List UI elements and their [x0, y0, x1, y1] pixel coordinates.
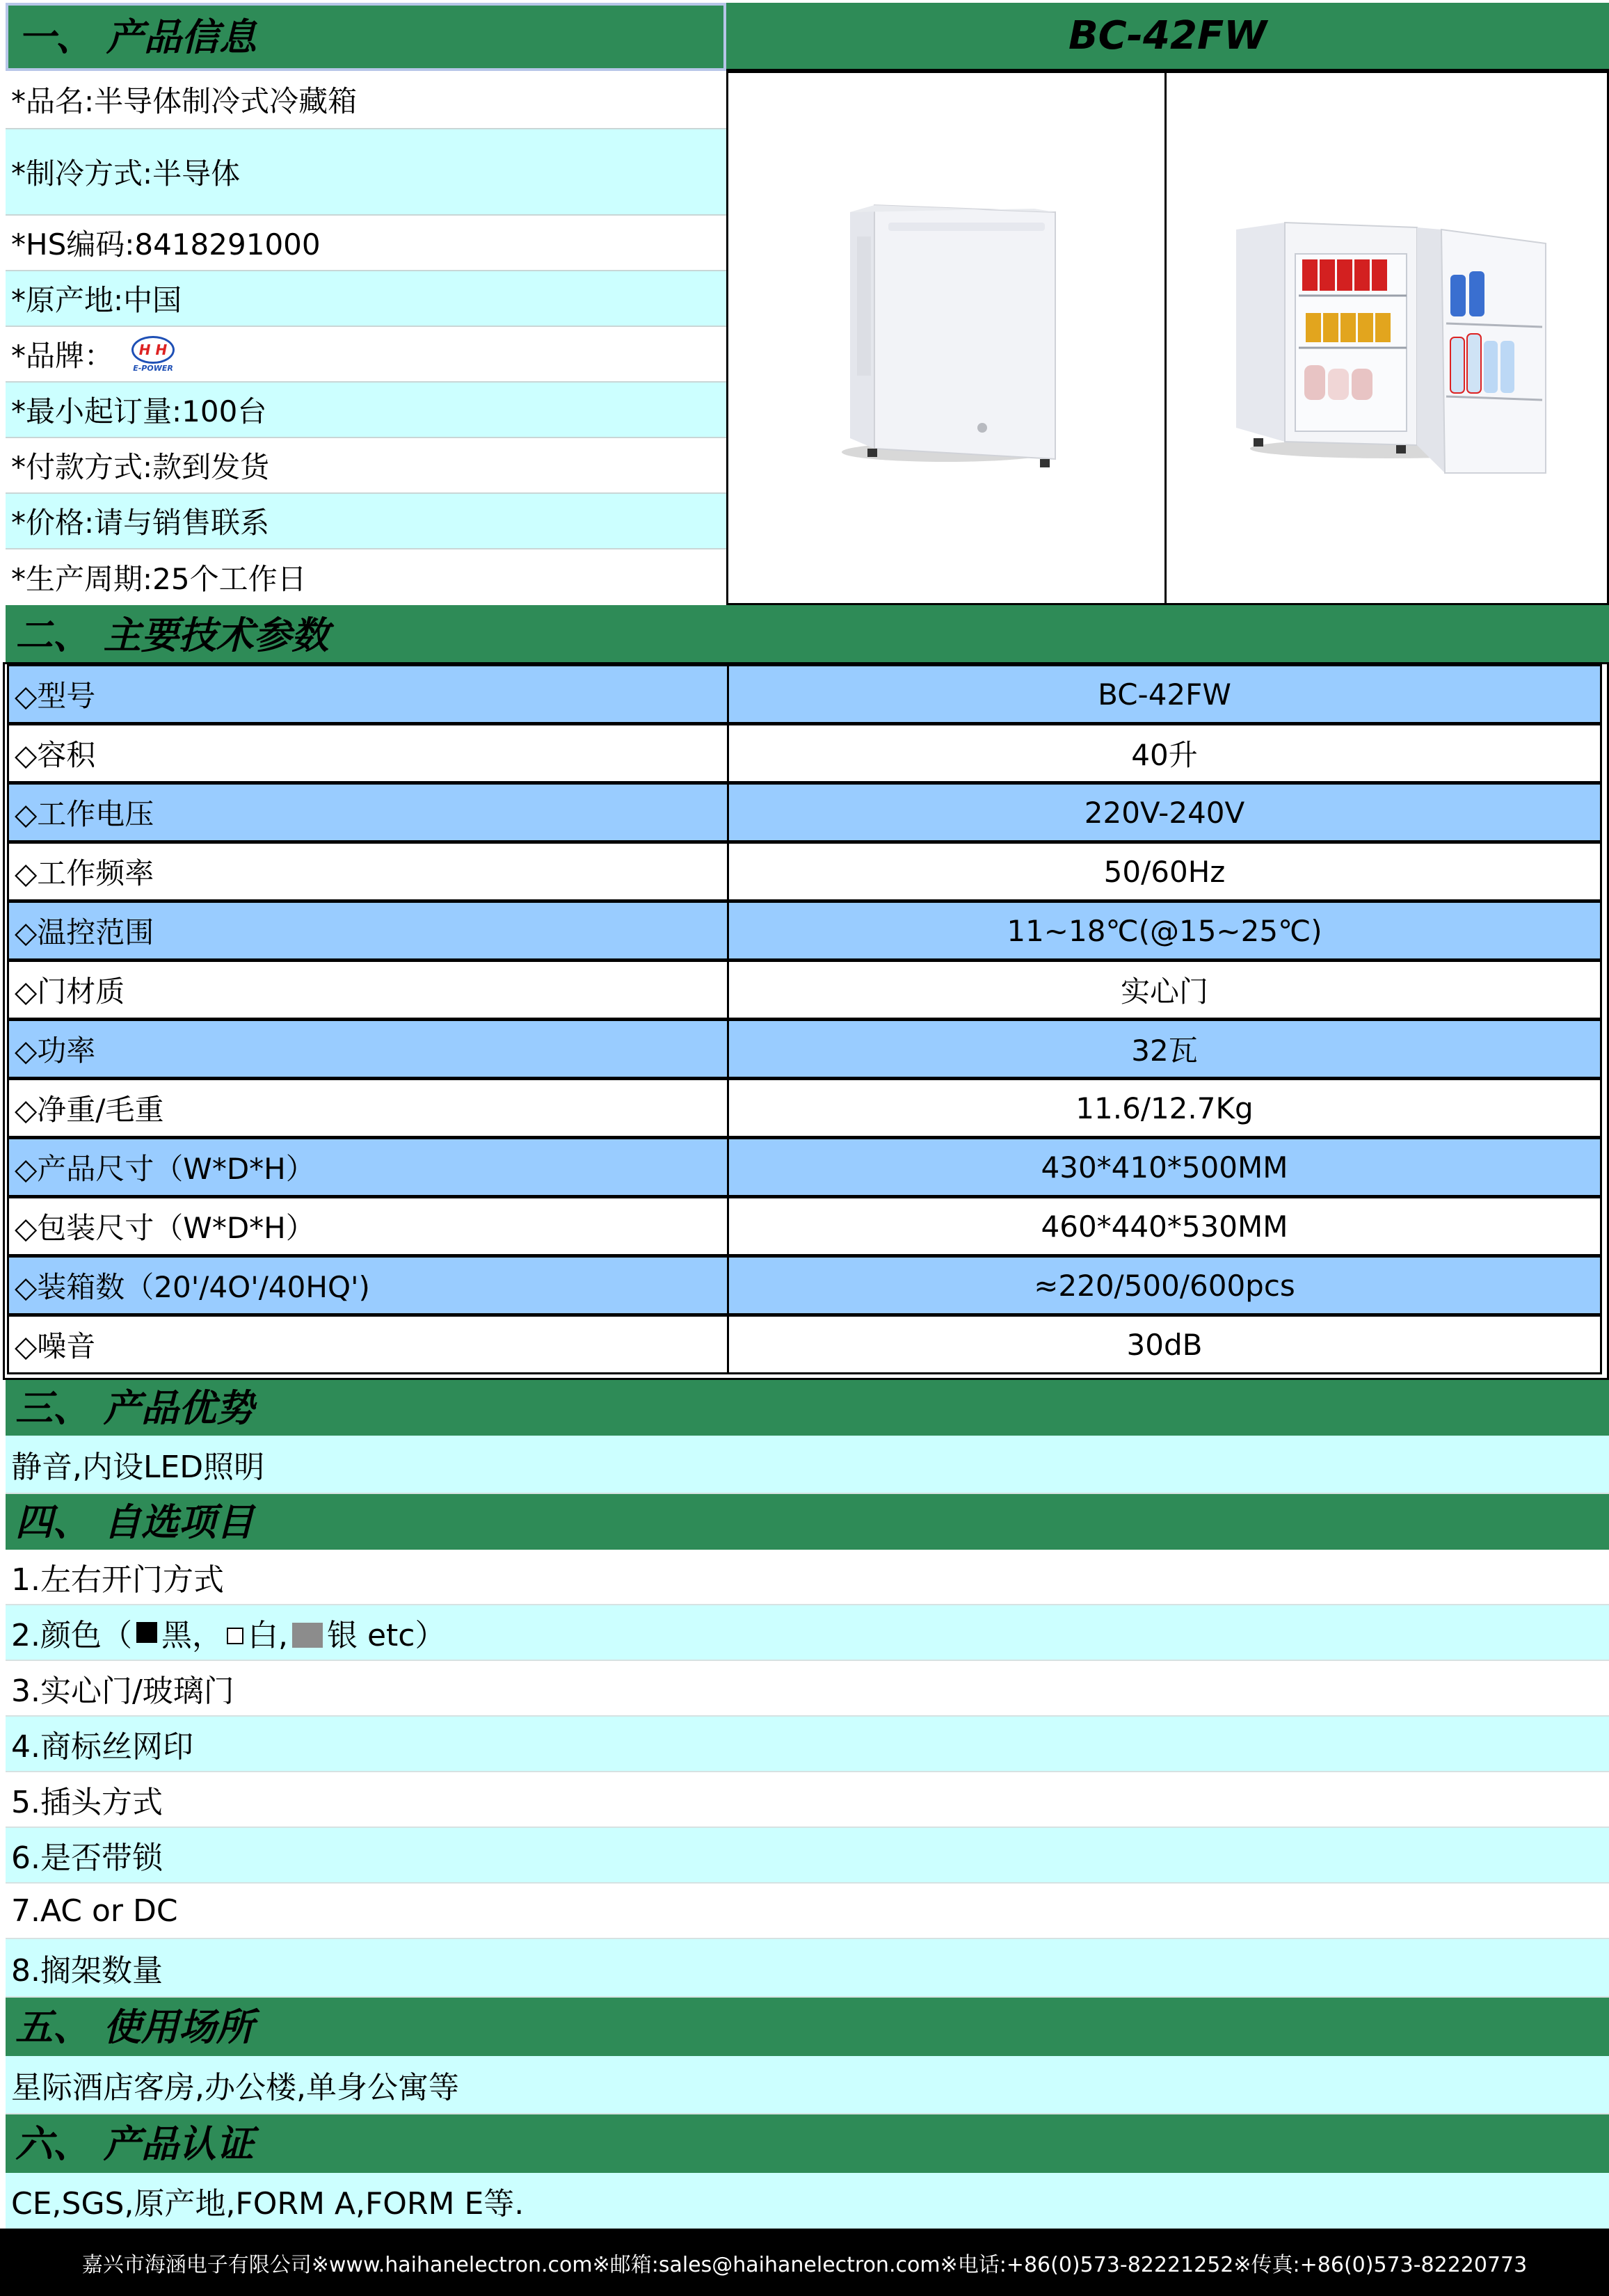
option-item-color: 2.颜色（ 黑， 白, 银 etc）	[6, 1605, 1609, 1661]
white-swatch-icon	[227, 1628, 243, 1644]
spec-row-frequency: ◇工作频率 50/60Hz	[7, 842, 1602, 901]
advantages-text: 静音,内设LED照明	[6, 1436, 1609, 1494]
option-item-power-type: 7.AC or DC	[6, 1884, 1609, 1939]
option-item-shelf-count: 8.搁架数量	[6, 1939, 1609, 1998]
bottles	[1304, 365, 1372, 400]
spec-row-voltage: ◇工作电压 220V-240V	[7, 782, 1602, 842]
fridge-open-image	[1167, 73, 1607, 603]
option-item-door-type: 3.实心门/玻璃门	[6, 1661, 1609, 1717]
section3-header-bar	[6, 1380, 1609, 1436]
option-item-plug: 5.插头方式	[6, 1772, 1609, 1828]
silver-swatch-icon	[292, 1623, 323, 1648]
certification-text: CE,SGS,原产地,FORM A,FORM E等.	[6, 2173, 1609, 2229]
black-swatch-icon	[136, 1622, 157, 1643]
section2-header-bar	[6, 605, 1609, 665]
info-row-name: *品名:半导体制冷式冷藏箱	[6, 71, 726, 129]
spec-row-container-qty: ◇装箱数（20'/4O'/40HQ') ≈220/500/600pcs	[7, 1255, 1602, 1315]
spec-row-product-size: ◇产品尺寸（W*D*H） 430*410*500MM	[7, 1137, 1602, 1197]
info-row-cooling: *制冷方式:半导体	[6, 129, 726, 216]
section4-title: 四、 自选项目	[15, 1500, 254, 1544]
spec-row-package-size: ◇包装尺寸（W*D*H） 460*440*530MM	[7, 1196, 1602, 1256]
section1-header-bar	[6, 3, 726, 71]
cola-cans	[1302, 259, 1387, 291]
section3-title: 三、 产品优势	[15, 1386, 254, 1430]
info-row-price: *价格:请与销售联系	[6, 494, 726, 549]
section6-header-bar	[6, 2114, 1609, 2173]
section5-title: 五、 使用场所	[15, 2005, 254, 2049]
section6-title: 六、 产品认证	[15, 2121, 254, 2166]
info-row-lead-time: *生产周期:25个工作日	[6, 549, 726, 605]
info-row-moq: *最小起订量:100台	[6, 383, 726, 438]
brand-logo-sub: E-POWER	[133, 363, 173, 373]
yellow-cans	[1306, 313, 1391, 342]
option-item-door-direction: 1.左右开门方式	[6, 1550, 1609, 1605]
option-item-lock: 6.是否带锁	[6, 1828, 1609, 1884]
spec-row-volume: ◇容积 40升	[7, 723, 1602, 783]
model-header: BC-42FW	[1068, 13, 1267, 58]
info-row-payment: *付款方式:款到发货	[6, 438, 726, 494]
usage-places-text: 星际酒店客房,办公楼,单身公寓等	[6, 2056, 1609, 2114]
product-image-panel-open	[1167, 71, 1609, 605]
model-header-bar	[726, 3, 1609, 71]
spec-row-model: ◇型号 BC-42FW	[7, 664, 1602, 724]
fridge-closed-image	[728, 73, 1164, 603]
footer-bar	[0, 2229, 1609, 2296]
info-row-origin: *原产地:中国	[6, 271, 726, 327]
brand-logo	[131, 336, 175, 373]
option-item-logo-print: 4.商标丝网印	[6, 1717, 1609, 1772]
info-row-hs-code: *HS编码:8418291000	[6, 216, 726, 271]
spec-row-temp-range: ◇温控范围 11~18℃(@15~25℃)	[7, 901, 1602, 961]
brand-logo-mark: H H	[131, 336, 175, 364]
section5-header-bar	[6, 1998, 1609, 2056]
footer-contact-text: 嘉兴市海涵电子有限公司※www.haihanelectron.com※邮箱:sales@haihanelectron.com※电话:+86(0)573-82221252※传真:+86(0)573-82220773	[81, 2252, 1528, 2277]
section4-header-bar	[6, 1494, 1609, 1550]
spec-row-noise: ◇噪音 30dB	[7, 1315, 1602, 1374]
section1-title: 一、 产品信息	[18, 15, 257, 59]
info-row-brand: *品牌： H H E-POWER	[6, 327, 726, 383]
section2-title: 二、 主要技术参数	[15, 613, 329, 657]
spec-row-door-material: ◇门材质 实心门	[7, 960, 1602, 1020]
product-image-panel-closed	[726, 71, 1167, 605]
spec-row-weight: ◇净重/毛重 11.6/12.7Kg	[7, 1078, 1602, 1138]
spec-row-power: ◇功率 32瓦	[7, 1019, 1602, 1079]
